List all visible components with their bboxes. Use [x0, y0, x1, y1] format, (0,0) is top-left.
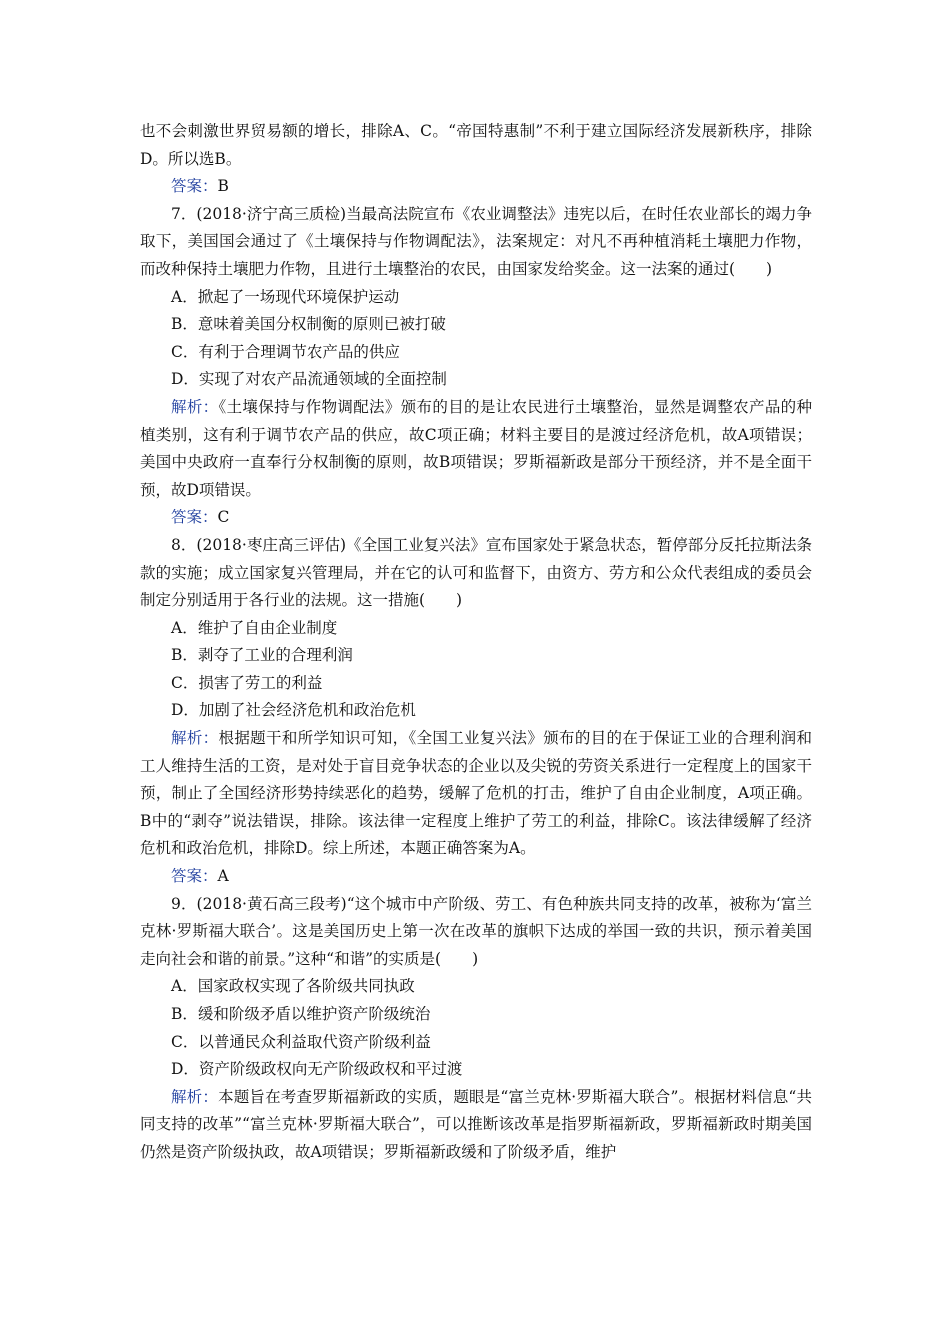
q8-option-a: A．维护了自由企业制度: [171, 618, 338, 637]
q9-option-c: C．以普通民众利益取代资产阶级利益: [171, 1032, 431, 1051]
answer-label: 答案：: [171, 508, 218, 527]
document-body: [140, 118, 812, 1167]
answer-label: 答案：: [171, 867, 218, 886]
answer-value: B: [217, 177, 229, 196]
q9-option-a: A．国家政权实现了各阶级共同执政: [171, 977, 415, 996]
q9-stem: 9．(2018·黄石高三段考)“这个城市中产阶级、劳工、有色种族共同支持的改革，被称为‘富兰克林·罗斯福大联合’。这是美国历史上第一次在改革的旗帜下达成的举国一致的共识，预示着美国走向社会和谐的前景。”这种“和谐”的实质是( ): [140, 894, 812, 968]
q9-option-d: D．资产阶级政权向无产阶级政权和平过渡: [171, 1060, 463, 1079]
q8-option-b: B．剥夺了工业的合理利润: [171, 646, 353, 665]
answer-value: A: [217, 867, 229, 886]
analysis-text: 根据题干和所学知识可知，《全国工业复兴法》颁布的目的在于保证工业的合理利润和工人维持生活的工资，是对处于盲目竞争状态的企业以及尖锐的劳资关系进行一定程度上的国家干预，制止了全国经济形势持续恶化的趋势，缓解了危机的打击，维护了自由企业制度，A项正确。B中的“剥夺”说法错误，排除。该法律一定程度上维护了劳工的利益，排除C。该法律缓解了经济危机和政治危机，排除D。综上所述，本题正确答案为A。: [140, 729, 812, 858]
q7-option-d: D．实现了对农产品流通领域的全面控制: [171, 370, 447, 389]
q8-answer: [140, 863, 812, 891]
q6-answer: [140, 173, 812, 201]
analysis-text: 《土壤保持与作物调配法》颁布的目的是让农民进行土壤整治，显然是调整农产品的种植类别，这有利于调节农产品的供应，故C项正确；材料主要目的是渡过经济危机，故A项错误；美国中央政府一直奉行分权制衡的原则，故B项错误；罗斯福新政是部分干预经济，并不是全面干预，故D项错误。: [140, 397, 812, 499]
analysis-label: 解析：: [171, 729, 219, 748]
q8-option-d: D．加剧了社会经济危机和政治危机: [171, 701, 416, 720]
answer-label: 答案：: [171, 177, 218, 196]
q7-option-a: A．掀起了一场现代环境保护运动: [171, 287, 400, 306]
answer-value: C: [217, 508, 230, 527]
q9-option-b: B．缓和阶级矛盾以维护资产阶级统治: [171, 1005, 431, 1023]
q7-stem: 7．(2018·济宁高三质检)当最高法院宣布《农业调整法》违宪以后，在时任农业部长的竭力争取下，美国国会通过了《土壤保持与作物调配法》，法案规定：对凡不再种植消耗土壤肥力作物，而改种保持土壤肥力作物，且进行土壤整治的农民，由国家发给奖金。这一法案的通过( ): [140, 204, 812, 278]
analysis-text: 本题旨在考查罗斯福新政的实质，题眼是“富兰克林·罗斯福大联合”。根据材料信息“共同支持的改革”“富兰克林·罗斯福大联合”，可以推断该改革是指罗斯福新政，罗斯福新政时期美国仍然是资产阶级执政，故A项错误；罗斯福新政缓和了阶级矛盾，维护: [140, 1087, 812, 1161]
q8-analysis: [140, 725, 812, 863]
q7-option-b: B．意味着美国分权制衡的原则已被打破: [171, 315, 446, 334]
q7-option-c: C．有利于合理调节农产品的供应: [171, 342, 400, 361]
q6-analysis-continuation: 也不会刺激世界贸易额的增长，排除A、C。“帝国特惠制”不利于建立国际经济发展新秩序，排除D。所以选B。: [140, 122, 812, 168]
q8-option-c: C．损害了劳工的利益: [171, 673, 323, 692]
q9-analysis: [140, 1084, 812, 1167]
analysis-label: 解析：: [171, 1087, 219, 1106]
q8-stem: 8．(2018·枣庄高三评估)《全国工业复兴法》宣布国家处于紧急状态，暂停部分反托拉斯法条款的实施；成立国家复兴管理局，并在它的认可和监督下，由资方、劳方和公众代表组成的委员会制定分别适用于各行业的法规。这一措施( ): [140, 535, 812, 610]
q7-answer: [140, 504, 812, 532]
analysis-label: 解析：: [171, 397, 219, 416]
q7-analysis: [140, 394, 812, 504]
